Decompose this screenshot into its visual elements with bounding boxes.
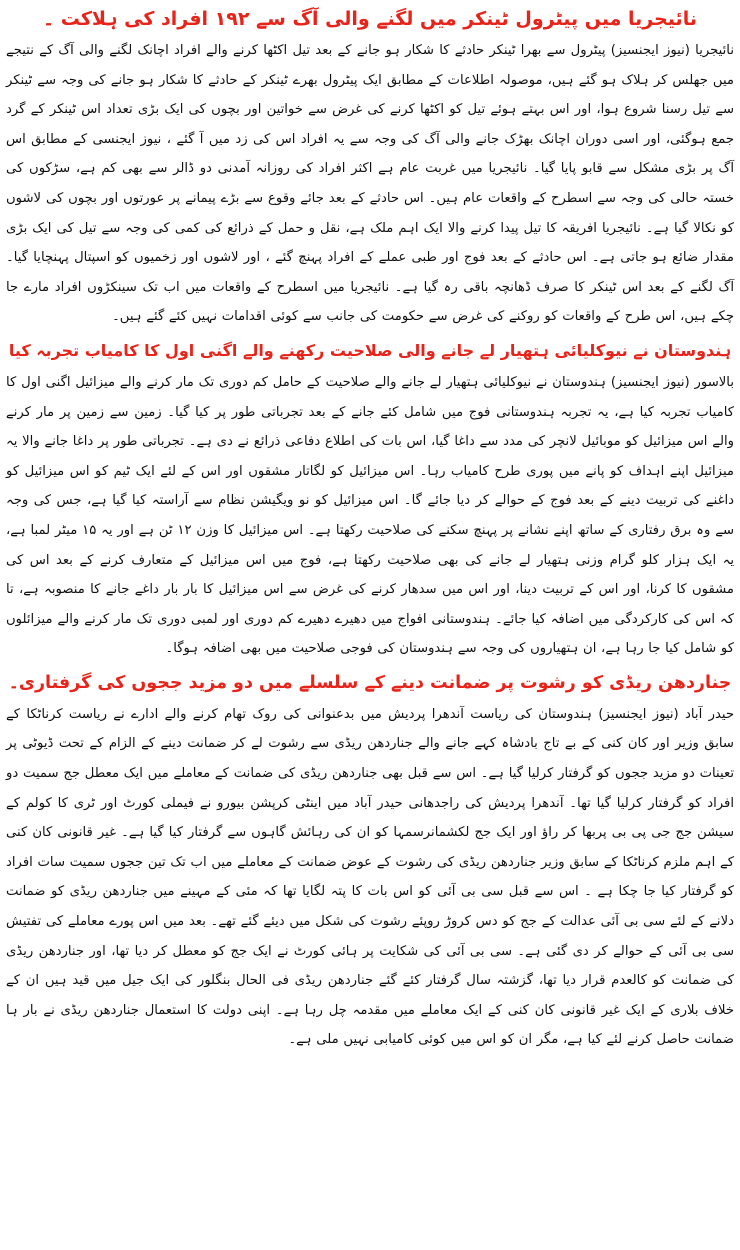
- article-nigeria-tanker-fire: [6, 4, 734, 332]
- article-headline: نائیجریا میں پیٹرول ٹینکر میں لگنے والی آگ سے ۱۹۲ افراد کی ہلاکت ۔: [43, 8, 697, 30]
- article-body: حیدر آباد (نیوز ایجنسیز) ہندوستان کی ریاست آندھرا پردیش میں بدعنوانی کی روک تھام کرنے والے ادارے نے ریاست کرناٹکا کے سابق وزیر اور کان کنی کے بے تاج بادشاہ کہے جانے والے جناردھن ریڈی سے رشوت لے کر ضمانت دینے کے الزام کے تحت ڈیوٹی پر تعینات دو مزید ججوں کو گرفتار کرلیا گیا ہے۔ اس سے قبل بھی جناردھن ریڈی کی ضمانت کے معاملے میں ایک معطل جج سمیت دو افراد کو گرفتار کرلیا گیا تھا۔ آندھرا پردیش کی راجدھانی حیدر آباد میں اینٹی کرپشن بیورو نے فیملی کورٹ اور ٹری کا کولم کے سیشن جج جی پی بی پربھا کر راؤ اور ایک جج لکشمانرسمہا کو ان کی رہائش گاہوں سے گرفتار کیا گیا ہے۔ غیر قانونی کان کنی کے اہم ملزم کرناٹکا کے سابق وزیر جناردھن ریڈی کی رشوت کے عوض ضمانت کے معاملے میں اب تک تین ججوں سمیت سات افراد کو گرفتار کیا جا چکا ہے ۔ اس سے قبل سی بی آئی کو اس بات کا پتہ لگایا تھا کہ مئی کے مہینے میں جناردھن ریڈی کو ضمانت دلانے کے لئے سی بی آئی عدالت کے جج کو دس کروڑ روپئے رشوت کی شکل میں دیئے گئے تھے۔ بعد میں اس پورے معاملے کی تفتیش سی بی آئی کے حوالے کر دی گئی ہے۔ سی بی آئی کی شکایت پر ہائی کورٹ نے ایک جج کو معطل کر دیا تھا، اور جناردھن ریڈی کی ضمانت کو کالعدم قرار دیا تھا، گزشتہ سال گرفتار کئے گئے جناردھن ریڈی فی الحال بنگلور کی ایک جیل میں قید ہیں ان کے خلاف بلاری کے ایک غیر قانونی کان کنی کے ایک معاملے میں مقدمہ چل رہا ہے۔ اپنی دولت کا استعمال جناردھن ریڈی نے بار ہا ضمانت حاصل کرنے لئے کیا ہے، مگر ان کو اس میں کوئی کامیابی نہیں ملی ہے۔: [6, 706, 734, 1048]
- article-headline: جناردھن ریڈی کو رشوت پر ضمانت دینے کے سلسلے میں دو مزید ججوں کی گرفتاری۔: [8, 672, 732, 693]
- article-body: بالاسور (نیوز ایجنسیز) ہندوستان نے نیوکلیائی ہتھیار لے جانے والے صلاحیت کے حامل کم دوری تک مار کرنے والے میزائیل اگنی اول کا کامیاب تجربہ کیا ہے، یہ تجربہ ہندوستانی فوج میں شامل کئے جانے کے بعد تجرباتی طور پر کیا گیا۔ زمین سے زمین پر مار کرنے والے اس میزائیل کو موبائیل لانچر کی مدد سے داغا گیا، اس بات کی اطلاع دفاعی ذرائع نے دی ہے۔ تجرباتی طور پر داغا جانے والا یہ میزائیل اپنے اہداف کو پانے میں پوری طرح کامیاب رہا۔ اس میزائیل کو لگاتار مشقوں اور اس کے لئے ایک ٹیم کو اس میزائیل کو داغنے کی تربیت دینے کے بعد فوج کے حوالے کر دیا جائے گا۔ اس میزائیل کو نو ویگیشن نظام سے آراستہ کیا گیا ہے، جس کی وجہ سے وہ برق رفتاری کے ساتھ اپنے نشانے پر پہنچ سکنے کی صلاحیت رکھتا ہے۔ اس میزائیل کا وزن ۱۲ ٹن ہے اور یہ ۱۵ میٹر لمبا ہے، یہ ایک ہزار کلو گرام وزنی ہتھیار لے جانے کی بھی صلاحیت رکھتا ہے، فوج میں اس میزائیل کے متعارف کرنے کے بعد اس کی مشقوں کا کرنا، اور اس کے تربیت دینا، اور اس میں سدھار کرنے کی غرض سے اس میزائیل کا بار بار داغے جانے کا منصوبہ ہے، تا کہ اس کی کارکردگی میں اضافہ کیا جائے۔ ہندوستانی افواج میں دھیرے دھیرے کم دوری اور لمبی دوری تک مار کرنے والے میزائلوں کو شامل کیا جا رہا ہے، ان ہتھیاروں کی وجہ سے ہندوستان کی فوجی صلاحیت میں بھی اضافہ ہوگا۔: [6, 374, 734, 657]
- article-janardhan-reddy-judges-arrest: [6, 668, 734, 1055]
- article-headline: ہندوستان نے نیوکلیائی ہتھیار لے جانے والی صلاحیت رکھنے والے اگنی اول کا کامیاب تجربہ کیا: [8, 340, 732, 360]
- article-body: نائیجریا (نیوز ایجنسیز) پیٹرول سے بھرا ٹینکر حادثے کا شکار ہو جانے کے بعد تیل اکٹھا کرنے والے افراد اچانک لگنے والی آگ کے نتیجے میں جھلس کر ہلاک ہو گئے ہیں، موصولہ اطلاعات کے مطابق ایک پیٹرول بھرے ٹینکر کے حادثے کا شکار ہو جانے کی وجہ سے ٹینکر سے تیل رسنا شروع ہوا، اور اس بہتے ہوئے تیل کو اکٹھا کرنے کی غرض سے خواتین اور بچوں کی ایک بڑی تعداد اس ٹینکر کے گرد جمع ہوگئی، اور اسی دوران اچانک بھڑک جانے والی آگ کی وجہ سے یہ افراد اس کی زد میں آ گئے ، نیوز ایجنسی کے مطابق اس آگ پر بڑی مشکل سے قابو پایا گیا۔ نائیجریا میں غربت عام ہے اکثر افراد کی روزانہ آمدنی دو ڈالر سے بھی کم ہے، سڑکوں کی خستہ حالی کی وجہ سے اسطرح کے واقعات عام ہیں۔ اس حادثے کے بعد جائے وقوع سے بڑے پیمانے پر عورتوں اور بچوں کی لاشوں کو نکالا گیا ہے۔ نائیجریا افریقہ کا تیل پیدا کرنے والا ایک اہم ملک ہے، نقل و حمل کے ذرائع کی کمی کی وجہ سے تیل کی ایک بڑی مقدار ضائع ہو جاتی ہے۔ اس حادثے کے بعد فوج اور طبی عملے کے افراد پہنچ گئے ، اور لاشوں اور زخمیوں کو اسپتال پہنچایا گیا۔ آگ لگنے کے بعد اس ٹینکر کا صرف ڈھانچہ باقی رہ گیا ہے۔ نائیجریا میں اسطرح کے واقعات میں اب تک سینکڑوں افراد مارے جا چکے ہیں، اس طرح کے واقعات کو روکنے کی غرض سے حکومت کی جانب سے کوئی اقدامات نہیں کئے گئے ہیں۔: [6, 43, 734, 325]
- article-agni-missile-test: [6, 336, 734, 664]
